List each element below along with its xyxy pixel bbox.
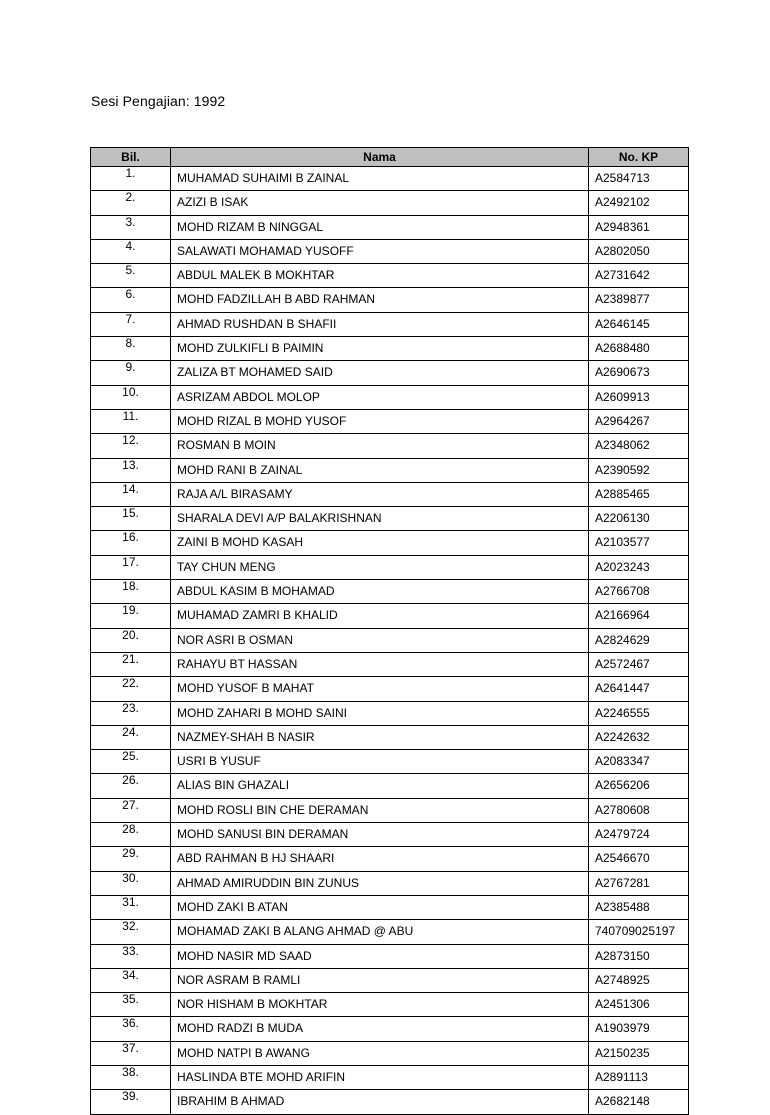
ic-number: A2766708 xyxy=(589,580,689,604)
ic-number: A2646145 xyxy=(589,312,689,336)
ic-number: A2492102 xyxy=(589,191,689,215)
page-title: Sesi Pengajian: 1992 xyxy=(91,93,226,109)
ic-number: A2103577 xyxy=(589,531,689,555)
student-name: MOHD RIZAL B MOHD YUSOF xyxy=(171,409,589,433)
table-row xyxy=(91,385,689,409)
header-nama: Nama xyxy=(171,148,589,167)
student-name: NOR HISHAM B MOKHTAR xyxy=(171,993,589,1017)
table-row xyxy=(91,871,689,895)
student-name: ALIAS BIN GHAZALI xyxy=(171,774,589,798)
row-number: 2. xyxy=(91,191,171,215)
student-name: MOHD YUSOF B MAHAT xyxy=(171,677,589,701)
table-header-row xyxy=(91,148,689,167)
row-number: 18. xyxy=(91,580,171,604)
ic-number: A2348062 xyxy=(589,434,689,458)
student-name: NAZMEY-SHAH B NASIR xyxy=(171,725,589,749)
row-number: 35. xyxy=(91,993,171,1017)
ic-number: A2584713 xyxy=(589,167,689,191)
student-name: USRI B YUSUF xyxy=(171,750,589,774)
student-name: MOHD NASIR MD SAAD xyxy=(171,944,589,968)
student-name: MOHD SANUSI BIN DERAMAN xyxy=(171,823,589,847)
table-row xyxy=(91,312,689,336)
ic-number: A2023243 xyxy=(589,555,689,579)
ic-number: A2948361 xyxy=(589,215,689,239)
ic-number: A2767281 xyxy=(589,871,689,895)
student-name: TAY CHUN MENG xyxy=(171,555,589,579)
ic-number: A2572467 xyxy=(589,652,689,676)
ic-number: A2246555 xyxy=(589,701,689,725)
row-number: 30. xyxy=(91,871,171,895)
table-row xyxy=(91,1065,689,1089)
student-name: ASRIZAM ABDOL MOLOP xyxy=(171,385,589,409)
row-number: 4. xyxy=(91,239,171,263)
ic-number: A2609913 xyxy=(589,385,689,409)
row-number: 14. xyxy=(91,482,171,506)
student-name: MOHD ZULKIFLI B PAIMIN xyxy=(171,337,589,361)
row-number: 11. xyxy=(91,409,171,433)
ic-number: A2083347 xyxy=(589,750,689,774)
table-row xyxy=(91,628,689,652)
ic-number: A2873150 xyxy=(589,944,689,968)
student-name: MOHAMAD ZAKI B ALANG AHMAD @ ABU xyxy=(171,920,589,944)
row-number: 8. xyxy=(91,337,171,361)
row-number: 33. xyxy=(91,944,171,968)
row-number: 39. xyxy=(91,1090,171,1114)
ic-number: A2166964 xyxy=(589,604,689,628)
table-row xyxy=(91,264,689,288)
ic-number: A2824629 xyxy=(589,628,689,652)
row-number: 36. xyxy=(91,1017,171,1041)
row-number: 23. xyxy=(91,701,171,725)
student-name: ZALIZA BT MOHAMED SAID xyxy=(171,361,589,385)
row-number: 24. xyxy=(91,725,171,749)
table-row xyxy=(91,239,689,263)
student-table xyxy=(90,147,689,1115)
student-name: MOHD ROSLI BIN CHE DERAMAN xyxy=(171,798,589,822)
table-row xyxy=(91,458,689,482)
student-name: RAHAYU BT HASSAN xyxy=(171,652,589,676)
student-name: ABDUL MALEK B MOKHTAR xyxy=(171,264,589,288)
row-number: 21. xyxy=(91,652,171,676)
table-row xyxy=(91,920,689,944)
table-row xyxy=(91,993,689,1017)
ic-number: A2150235 xyxy=(589,1041,689,1065)
row-number: 22. xyxy=(91,677,171,701)
ic-number: A2206130 xyxy=(589,507,689,531)
student-name: NOR ASRAM B RAMLI xyxy=(171,968,589,992)
table-row xyxy=(91,750,689,774)
header-kp: No. KP xyxy=(589,148,689,167)
row-number: 27. xyxy=(91,798,171,822)
table-row xyxy=(91,701,689,725)
table-row xyxy=(91,968,689,992)
table-row xyxy=(91,798,689,822)
table-row xyxy=(91,847,689,871)
table-row xyxy=(91,507,689,531)
student-name: MUHAMAD ZAMRI B KHALID xyxy=(171,604,589,628)
student-name: ABDUL KASIM B MOHAMAD xyxy=(171,580,589,604)
student-name: NOR ASRI B OSMAN xyxy=(171,628,589,652)
student-name: AZIZI B ISAK xyxy=(171,191,589,215)
ic-number: A2389877 xyxy=(589,288,689,312)
header-bil: Bil. xyxy=(91,148,171,167)
student-name: AHMAD RUSHDAN B SHAFII xyxy=(171,312,589,336)
student-name: MOHD RADZI B MUDA xyxy=(171,1017,589,1041)
ic-number: A2964267 xyxy=(589,409,689,433)
ic-number: A2641447 xyxy=(589,677,689,701)
row-number: 10. xyxy=(91,385,171,409)
student-name: MOHD NATPI B AWANG xyxy=(171,1041,589,1065)
table-row xyxy=(91,1041,689,1065)
student-name: AHMAD AMIRUDDIN BIN ZUNUS xyxy=(171,871,589,895)
table-row xyxy=(91,191,689,215)
table-row xyxy=(91,823,689,847)
ic-number: A2690673 xyxy=(589,361,689,385)
row-number: 37. xyxy=(91,1041,171,1065)
table-row xyxy=(91,409,689,433)
table-row xyxy=(91,215,689,239)
ic-number: A2885465 xyxy=(589,482,689,506)
ic-number: A2688480 xyxy=(589,337,689,361)
table-row xyxy=(91,1017,689,1041)
row-number: 38. xyxy=(91,1065,171,1089)
ic-number: A2656206 xyxy=(589,774,689,798)
table-row xyxy=(91,677,689,701)
row-number: 9. xyxy=(91,361,171,385)
table-row xyxy=(91,337,689,361)
ic-number: A1903979 xyxy=(589,1017,689,1041)
student-name: MOHD RIZAM B NINGGAL xyxy=(171,215,589,239)
row-number: 3. xyxy=(91,215,171,239)
student-name: SHARALA DEVI A/P BALAKRISHNAN xyxy=(171,507,589,531)
row-number: 7. xyxy=(91,312,171,336)
table-row xyxy=(91,580,689,604)
student-name: MOHD ZAHARI B MOHD SAINI xyxy=(171,701,589,725)
row-number: 26. xyxy=(91,774,171,798)
student-name: MOHD FADZILLAH B ABD RAHMAN xyxy=(171,288,589,312)
row-number: 34. xyxy=(91,968,171,992)
ic-number: A2451306 xyxy=(589,993,689,1017)
row-number: 16. xyxy=(91,531,171,555)
table-row xyxy=(91,774,689,798)
ic-number: A2385488 xyxy=(589,895,689,919)
ic-number: A2390592 xyxy=(589,458,689,482)
ic-number: A2242632 xyxy=(589,725,689,749)
table-row xyxy=(91,725,689,749)
row-number: 32. xyxy=(91,920,171,944)
student-name: RAJA A/L BIRASAMY xyxy=(171,482,589,506)
table-row xyxy=(91,895,689,919)
table-row xyxy=(91,482,689,506)
ic-number: A2891113 xyxy=(589,1065,689,1089)
row-number: 28. xyxy=(91,823,171,847)
row-number: 19. xyxy=(91,604,171,628)
row-number: 29. xyxy=(91,847,171,871)
ic-number: A2479724 xyxy=(589,823,689,847)
student-name: MOHD RANI B ZAINAL xyxy=(171,458,589,482)
ic-number: A2748925 xyxy=(589,968,689,992)
table-row xyxy=(91,361,689,385)
student-name: MUHAMAD SUHAIMI B ZAINAL xyxy=(171,167,589,191)
table-row xyxy=(91,604,689,628)
table-row xyxy=(91,1090,689,1114)
row-number: 20. xyxy=(91,628,171,652)
ic-number: 740709025197 xyxy=(589,920,689,944)
table-row xyxy=(91,167,689,191)
row-number: 5. xyxy=(91,264,171,288)
ic-number: A2682148 xyxy=(589,1090,689,1114)
ic-number: A2731642 xyxy=(589,264,689,288)
student-name: MOHD ZAKI B ATAN xyxy=(171,895,589,919)
row-number: 13. xyxy=(91,458,171,482)
row-number: 12. xyxy=(91,434,171,458)
row-number: 25. xyxy=(91,750,171,774)
ic-number: A2546670 xyxy=(589,847,689,871)
student-name: HASLINDA BTE MOHD ARIFIN xyxy=(171,1065,589,1089)
student-name: ROSMAN B MOIN xyxy=(171,434,589,458)
student-name: SALAWATI MOHAMAD YUSOFF xyxy=(171,239,589,263)
table-row xyxy=(91,531,689,555)
table-row xyxy=(91,944,689,968)
ic-number: A2780608 xyxy=(589,798,689,822)
row-number: 31. xyxy=(91,895,171,919)
table-row xyxy=(91,434,689,458)
table-row xyxy=(91,288,689,312)
table-row xyxy=(91,652,689,676)
table-body xyxy=(91,167,689,1115)
row-number: 17. xyxy=(91,555,171,579)
student-name: IBRAHIM B AHMAD xyxy=(171,1090,589,1114)
student-name: ZAINI B MOHD KASAH xyxy=(171,531,589,555)
student-name: ABD RAHMAN B HJ SHAARI xyxy=(171,847,589,871)
row-number: 15. xyxy=(91,507,171,531)
row-number: 1. xyxy=(91,167,171,191)
table-row xyxy=(91,555,689,579)
row-number: 6. xyxy=(91,288,171,312)
ic-number: A2802050 xyxy=(589,239,689,263)
